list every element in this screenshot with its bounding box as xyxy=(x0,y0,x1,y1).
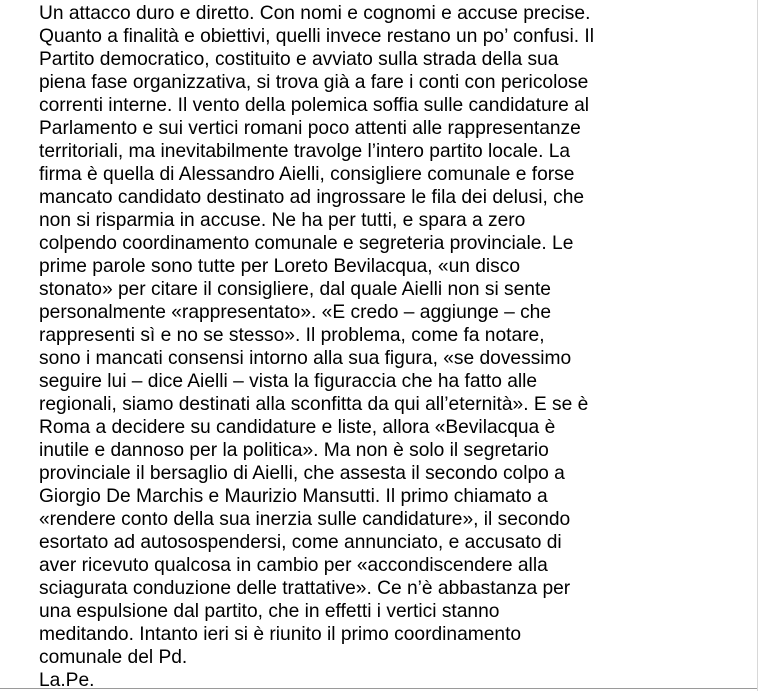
article-line: seguire lui – dice Aielli – vista la figuraccia che ha fatto alle xyxy=(39,371,538,392)
article-line: mancato candidato destinato ad ingrossare le fila dei delusi, che xyxy=(39,187,585,208)
article-line: aver ricevuto qualcosa in cambio per «accondiscendere alla xyxy=(39,555,548,576)
article-body xyxy=(39,2,739,691)
article-line: Quanto a finalità e obiettivi, quelli invece restano un po’ confusi. Il xyxy=(39,26,594,47)
article-line: inutile e dannoso per la politica». Ma non è solo il segretario xyxy=(39,440,549,461)
article-line: Roma a decidere su candidature e liste, allora «Bevilacqua è xyxy=(39,417,556,438)
article-line: provinciale il bersaglio di Aielli, che assesta il secondo colpo a xyxy=(39,463,565,484)
article-line: correnti interne. Il vento della polemica soffia sulle candidature al xyxy=(39,95,590,116)
page-right-edge xyxy=(757,0,758,691)
article-line: stonato» per citare il consigliere, dal quale Aielli non si sente xyxy=(39,279,551,300)
article-line: Parlamento e sui vertici romani poco attenti alle rappresentanze xyxy=(39,118,581,139)
article-line: non si risparmia in accuse. Ne ha per tutti, e spara a zero xyxy=(39,210,526,231)
article-line: territoriali, ma inevitabilmente travolge l’intero partito locale. La xyxy=(39,141,571,162)
article-line: sono i mancati consensi intorno alla sua figura, «se dovessimo xyxy=(39,348,572,369)
article-line: Giorgio De Marchis e Maurizio Mansutti. Il primo chiamato a xyxy=(39,486,548,507)
article-line: firma è quella di Alessandro Aielli, consigliere comunale e forse xyxy=(39,164,575,185)
page-bottom-divider xyxy=(0,688,757,689)
article-line: sciagurata conduzione delle trattative». Ce n’è abbastanza per xyxy=(39,578,571,599)
article-line: rappresenti sì e no se stesso». Il problema, come fa notare, xyxy=(39,325,545,346)
article-line: piena fase organizzativa, si trova già a fare i conti con pericolose xyxy=(39,72,589,93)
article-line: personalmente «rappresentato». «E credo – aggiunge – che xyxy=(39,302,552,323)
article-signature: La.Pe. xyxy=(39,670,95,691)
article-line: regionali, siamo destinati alla sconfitta da qui all’eternità». E se è xyxy=(39,394,589,415)
article-line: prime parole sono tutte per Loreto Bevilacqua, «un disco xyxy=(39,256,521,277)
article-line: comunale del Pd. xyxy=(39,647,188,668)
article-line: esortato ad autosospendersi, come annunciato, e accusato di xyxy=(39,532,562,553)
article-line: meditando. Intanto ieri si è riunito il primo coordinamento xyxy=(39,624,522,645)
article-line: una espulsione dal partito, che in effetti i vertici stanno xyxy=(39,601,500,622)
article-line: «rendere conto della sua inerzia sulle candidature», il secondo xyxy=(39,509,571,530)
article-line: Un attacco duro e diretto. Con nomi e cognomi e accuse precise. xyxy=(39,3,591,24)
article-line: Partito democratico, costituito e avviato sulla strada della sua xyxy=(39,49,559,70)
article-line: colpendo coordinamento comunale e segreteria provinciale. Le xyxy=(39,233,574,254)
